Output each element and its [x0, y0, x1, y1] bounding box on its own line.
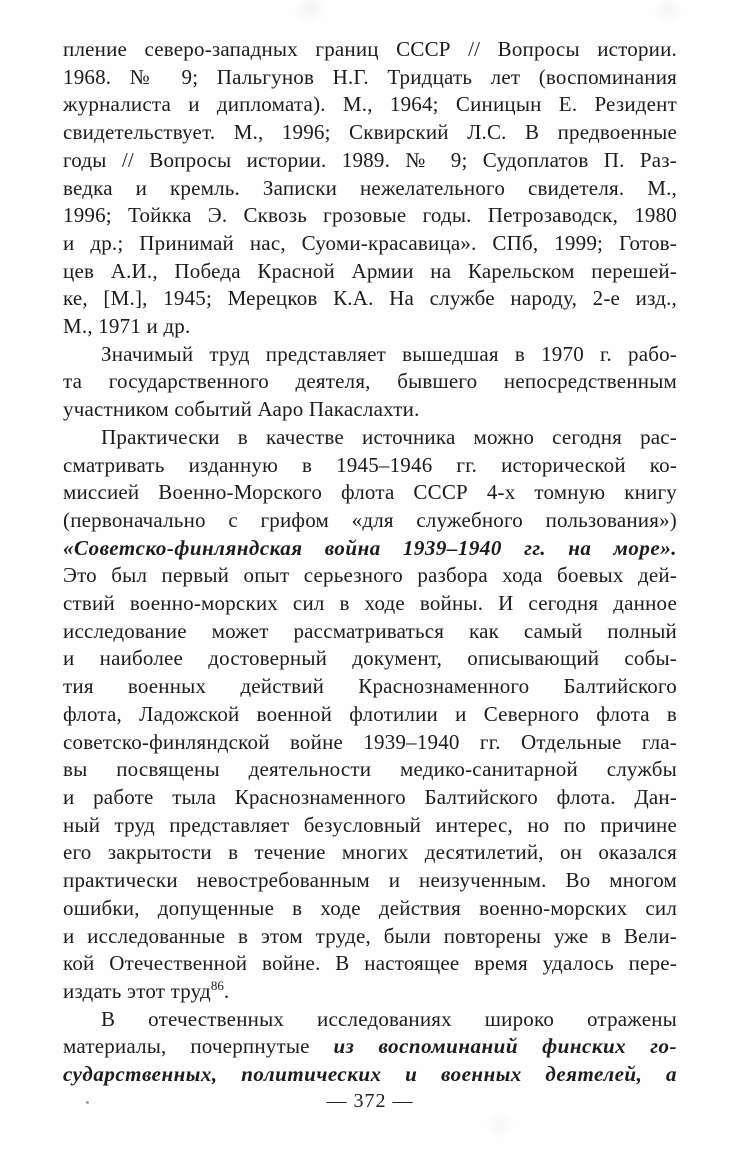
text-segment: и исследованные в этом труде, были повторены уже в Вели-	[63, 923, 677, 948]
text-segment: цев А.И., Победа Красной Армии на Карельском перешей-	[63, 258, 677, 283]
text-line	[63, 91, 677, 119]
text-line	[63, 1006, 677, 1034]
paragraph	[63, 341, 677, 424]
text-segment: и работе тыла Краснознаменного Балтийского флота. Дан-	[63, 784, 677, 809]
text-line	[63, 729, 677, 757]
text-line	[63, 701, 677, 729]
text-line	[63, 784, 677, 812]
text-segment: его закрытости в течение многих десятилетий, он оказался	[63, 840, 677, 865]
text-segment: тия военных действий Краснознаменного Балтийского	[63, 674, 677, 699]
text-segment: и наиболее достоверный документ, описывающий собы-	[63, 646, 677, 671]
paragraph	[63, 1006, 677, 1089]
text-segment: (первоначально с грифом «для служебного пользования»)	[63, 507, 677, 532]
text-segment: советско-финляндской войне 1939–1940 гг. Отдельные гла-	[63, 729, 677, 754]
text-line	[63, 424, 677, 452]
text-line	[63, 1061, 677, 1089]
text-line	[63, 368, 677, 396]
text-segment: та государственного деятеля, бывшего непосредственным	[63, 369, 677, 394]
text-segment: Практически в качестве источника можно сегодня рас-	[101, 424, 677, 449]
text-line	[63, 562, 677, 590]
text-line	[63, 341, 677, 369]
text-line	[63, 618, 677, 646]
text-line	[63, 756, 677, 784]
text-line	[63, 923, 677, 951]
text-line	[63, 64, 677, 92]
text-line	[63, 202, 677, 230]
text-segment: участником событий Ааро Пакаслахти.	[63, 397, 420, 422]
text-segment: миссией Военно-Морского флота СССР 4-х томную книгу	[63, 480, 677, 505]
text-segment: исследование может рассматриваться как самый полный	[63, 618, 677, 643]
text-segment: и др.; Принимай нас, Суоми-красавица». СПб, 1999; Готов-	[63, 230, 677, 255]
text-line	[63, 285, 677, 313]
text-segment: ке, [М.], 1945; Мерецков К.А. На службе народу, 2-е изд.,	[63, 286, 677, 311]
text-segment: журналиста и дипломата). М., 1964; Синицын Е. Резидент	[63, 92, 677, 117]
text-segment: Это был первый опыт серьезного разбора хода боевых дей-	[63, 563, 677, 588]
text-line	[63, 258, 677, 286]
text-line	[63, 119, 677, 147]
text-segment: вы посвящены деятельности медико-санитарной службы	[63, 757, 677, 782]
text-line	[63, 673, 677, 701]
footnote-ref: 86	[210, 977, 224, 993]
text-segment: ошибки, допущенные в ходе действия военно-морских сил	[63, 895, 677, 920]
text-segment: практически невостребованным и неизученным. Во многом	[63, 868, 677, 893]
text-segment: издать этот труд	[63, 978, 211, 1003]
text-line	[63, 590, 677, 618]
text-line	[63, 535, 677, 563]
text-line	[63, 812, 677, 840]
text-segment: материалы, почерпнутые	[63, 1034, 334, 1059]
text-line	[63, 313, 677, 341]
text-line	[63, 507, 677, 535]
text-line	[63, 396, 677, 424]
text-segment: ный труд представляет безусловный интерес, но по причине	[63, 812, 677, 837]
text-segment: Значимый труд представляет вышедшая в 1970 г. рабо-	[101, 341, 677, 366]
text-segment: пление северо-западных границ СССР // Вопросы истории.	[63, 37, 677, 61]
text-segment: из воспоминаний финских го-	[333, 1034, 677, 1059]
text-segment: 1968. № 9; Пальгунов Н.Г. Тридцать лет (воспоминания	[63, 64, 677, 89]
text-line	[63, 175, 677, 203]
text-segment: сматривать изданную в 1945–1946 гг. исторической ко-	[63, 452, 677, 477]
text-segment: свидетельствует. М., 1996; Сквирский Л.С. В предвоенные	[63, 120, 677, 145]
text-line	[63, 479, 677, 507]
text-segment: .	[223, 978, 230, 1003]
page-number: — 372 —	[326, 1090, 414, 1112]
text-line	[63, 147, 677, 175]
paragraph	[63, 424, 677, 1006]
text-segment: «Советско-финляндская война 1939–1940 гг. на море».	[63, 535, 677, 560]
text-line	[63, 452, 677, 480]
text-segment: ведка и кремль. Записки нежелательного свидетеля. М.,	[63, 175, 677, 200]
text-segment: флота, Ладожской военной флотилии и Северного флота в	[63, 701, 677, 726]
text-line	[63, 895, 677, 923]
text-segment: В отечественных исследованиях широко отражены	[101, 1006, 677, 1031]
paragraph	[63, 36, 677, 341]
text-line	[63, 36, 677, 64]
text-line	[63, 978, 677, 1006]
scan-artifact-dot	[86, 1101, 89, 1104]
text-line	[63, 839, 677, 867]
text-segment: М., 1971 и др.	[63, 314, 191, 339]
text-segment: кой Отечественной войне. В настоящее время удалось пере-	[63, 951, 677, 976]
text-segment: ствий военно-морских сил в ходе войны. И сегодня данное	[63, 591, 677, 616]
text-line	[63, 1033, 677, 1061]
text-line	[63, 230, 677, 258]
text-segment: годы // Вопросы истории. 1989. № 9; Судоплатов П. Раз-	[63, 147, 677, 172]
text-line	[63, 950, 677, 978]
text-segment: сударственных, политических и военных деятелей, а	[63, 1062, 677, 1087]
text-line	[63, 645, 677, 673]
text-line	[63, 867, 677, 895]
text-segment: 1996; Тойкка Э. Сквозь грозовые годы. Петрозаводск, 1980	[63, 203, 677, 228]
text-block	[63, 36, 677, 1089]
